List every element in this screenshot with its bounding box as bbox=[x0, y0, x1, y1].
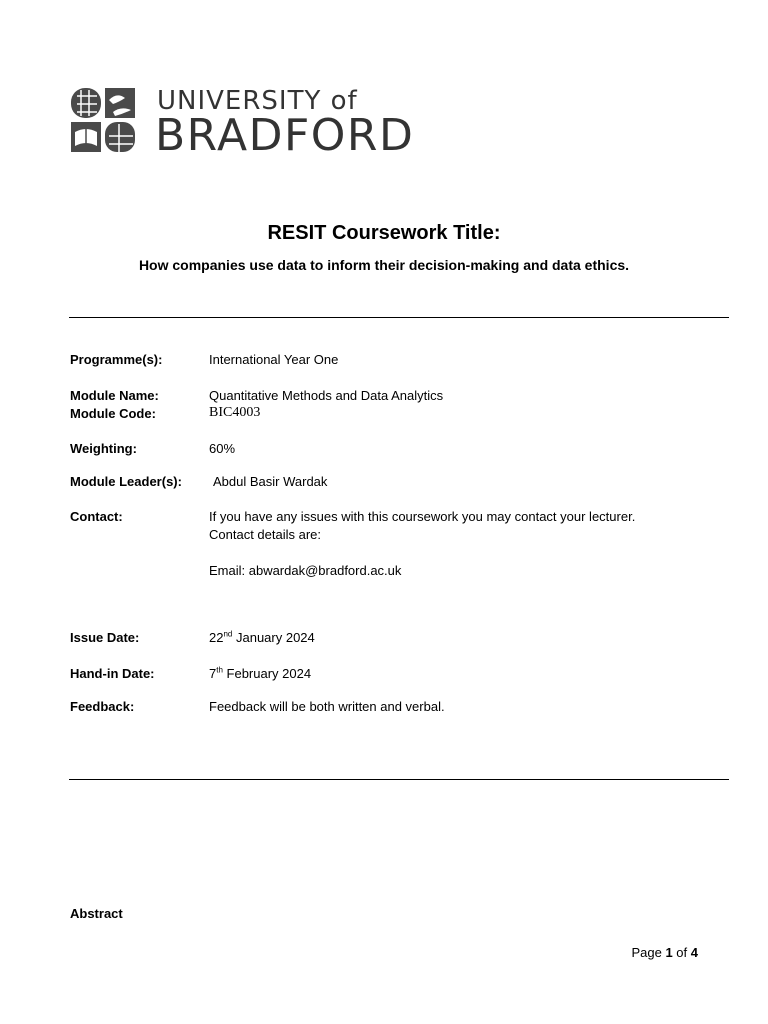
coursework-title: RESIT Coursework Title: bbox=[267, 222, 501, 244]
issue-date-label: Issue Date: bbox=[70, 630, 140, 645]
handin-day-suffix: th bbox=[216, 665, 223, 675]
logo-text-university: UNIVERSITY of bbox=[157, 86, 358, 116]
page-number bbox=[631, 945, 698, 960]
module-leader-label: Module Leader(s): bbox=[70, 474, 182, 489]
contact-email: Email: abwardak@bradford.ac.uk bbox=[209, 563, 402, 578]
handin-date-value bbox=[209, 666, 311, 681]
module-code-label: Module Code: bbox=[70, 406, 156, 421]
abstract-heading: Abstract bbox=[70, 906, 123, 921]
contact-label: Contact: bbox=[70, 509, 123, 524]
issue-month-year: January 2024 bbox=[232, 630, 315, 645]
weighting-label: Weighting: bbox=[70, 441, 137, 456]
contact-line-1: If you have any issues with this coursework you may contact your lecturer. bbox=[209, 509, 636, 524]
contact-line-2: Contact details are: bbox=[209, 527, 322, 542]
of-word: of bbox=[672, 945, 691, 960]
module-leader-value: Abdul Basir Wardak bbox=[213, 474, 328, 489]
logo-text-bradford: BRADFORD bbox=[155, 110, 415, 161]
feedback-label: Feedback: bbox=[70, 699, 135, 714]
feedback-value: Feedback will be both written and verbal. bbox=[209, 699, 445, 714]
handin-date-label: Hand-in Date: bbox=[70, 666, 155, 681]
weighting-value: 60% bbox=[209, 441, 236, 456]
programme-value: International Year One bbox=[209, 352, 339, 367]
module-name-value: Quantitative Methods and Data Analytics bbox=[209, 388, 444, 403]
handin-day: 7 bbox=[209, 666, 217, 681]
issue-day-suffix: nd bbox=[223, 629, 233, 639]
university-crest-icon bbox=[69, 86, 137, 154]
handin-month-year: February 2024 bbox=[222, 666, 312, 681]
page-word: Page bbox=[631, 945, 666, 960]
total-pages: 4 bbox=[690, 945, 698, 960]
programme-label: Programme(s): bbox=[70, 352, 163, 367]
issue-date-value bbox=[209, 630, 315, 645]
module-code-value: BIC4003 bbox=[209, 405, 261, 420]
current-page: 1 bbox=[665, 945, 673, 960]
top-divider bbox=[69, 317, 729, 318]
university-logo bbox=[69, 86, 427, 161]
coursework-subtitle: How companies use data to inform their decision-making and data ethics. bbox=[138, 257, 630, 273]
issue-day: 22 bbox=[209, 630, 224, 645]
bottom-divider bbox=[69, 779, 729, 780]
module-name-label: Module Name: bbox=[70, 388, 159, 403]
